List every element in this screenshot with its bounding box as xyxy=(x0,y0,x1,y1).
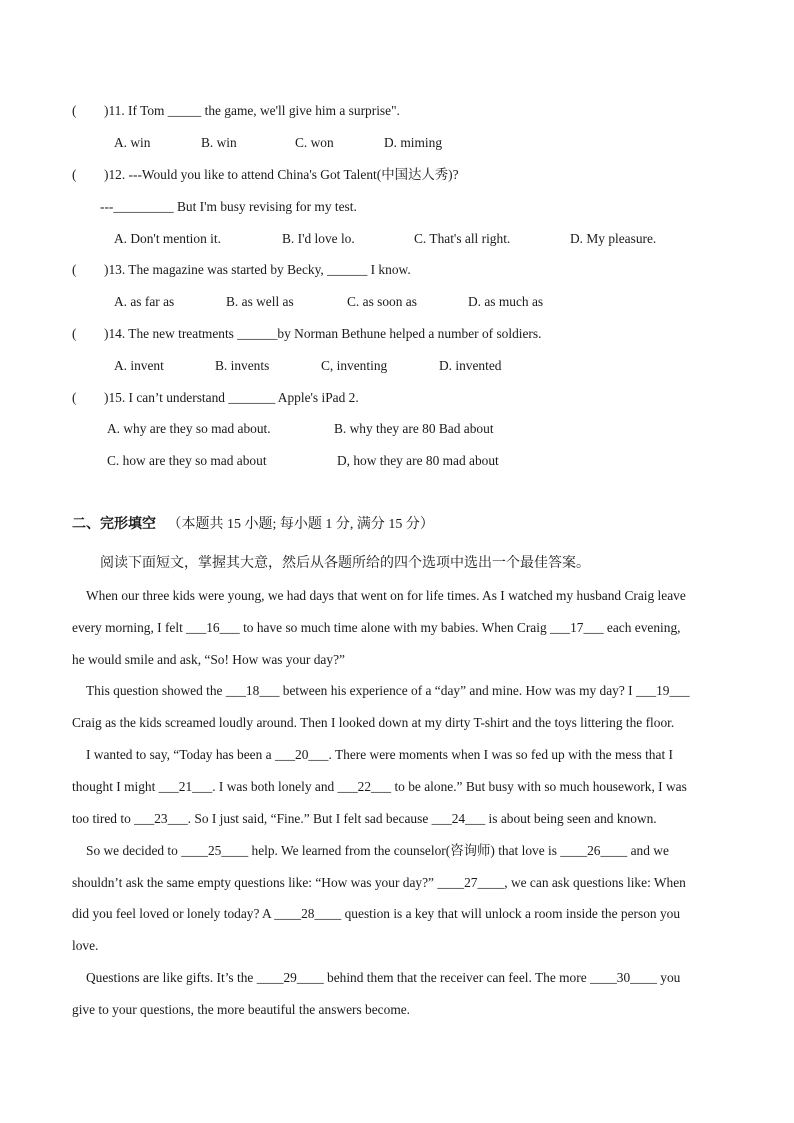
answer-paren: ( xyxy=(72,262,77,277)
passage-line: he would smile and ask, “So! How was your day?” xyxy=(72,652,345,667)
option-b: B. invents xyxy=(215,358,270,373)
question-11 xyxy=(72,102,400,120)
question-13 xyxy=(72,261,411,279)
answer-paren: ( xyxy=(72,326,77,341)
answer-paren: ( xyxy=(72,103,77,118)
question-stem: )15. I can’t understand _______ Apple's iPad 2. xyxy=(104,390,359,405)
question-14 xyxy=(72,325,541,343)
question-stem: )11. If Tom _____ the game, we'll give him a surprise". xyxy=(104,103,400,118)
option-a: A. as far as xyxy=(114,294,175,309)
option-c: C, inventing xyxy=(321,358,388,373)
option-c: C. as soon as xyxy=(347,294,417,309)
option-b: B. I'd love lo. xyxy=(282,231,355,246)
option-d: D. invented xyxy=(439,358,502,373)
answer-paren: ( xyxy=(72,390,77,405)
option-c: C. won xyxy=(295,135,334,150)
option-b: B. win xyxy=(201,135,237,150)
passage-line: shouldn’t ask the same empty questions like: “How was your day?” ____27____, we can ask questions like: When xyxy=(72,875,686,890)
option-d: D. miming xyxy=(384,135,443,150)
passage-line: When our three kids were young, we had days that went on for life times. As I watched my husband Craig leave xyxy=(86,588,686,603)
question-stem: )13. The magazine was started by Becky, ______ I know. xyxy=(104,262,411,277)
passage-line: Questions are like gifts. It’s the ____29____ behind them that the receiver can feel. The more ____30____ you xyxy=(86,970,681,985)
passage-line: thought I might ___21___. I was both lonely and ___22___ to be alone.” But busy with so much housework, I was xyxy=(72,779,687,794)
section-heading xyxy=(72,516,434,534)
passage-line: This question showed the ___18___ between his experience of a “day” and mine. How was my day? I ___19___ xyxy=(86,683,690,698)
passage-line: So we decided to ____25____ help. We learned from the counselor(咨询师) that love is ____26____ and we xyxy=(86,843,669,858)
question-15 xyxy=(72,389,359,407)
question-stem: )12. ---Would you like to attend China's Got Talent(中国达人秀)? xyxy=(104,167,459,182)
option-a: A. win xyxy=(114,135,151,150)
passage-line: every morning, I felt ___16___ to have so much time alone with my babies. When Craig ___17___ each evening, xyxy=(72,620,681,635)
option-d: D. as much as xyxy=(468,294,544,309)
option-d: D. My pleasure. xyxy=(570,231,657,246)
option-c: C. how are they so mad about xyxy=(107,453,267,468)
section-note: （本题共 15 小题; 每小题 1 分, 满分 15 分） xyxy=(167,517,434,532)
section-title: 二、完形填空 xyxy=(72,517,156,532)
answer-paren: ( xyxy=(72,167,77,182)
option-d: D, how they are 80 mad about xyxy=(337,453,499,468)
passage-line: love. xyxy=(72,938,99,953)
option-b: B. as well as xyxy=(226,294,294,309)
passage-line: too tired to ___23___. So I just said, “Fine.” But I felt sad because ___24___ is about being seen and known. xyxy=(72,811,657,826)
question-stem: )14. The new treatments ______by Norman Bethune helped a number of soldiers. xyxy=(104,326,542,341)
passage-line: did you feel loved or lonely today? A ____28____ question is a key that will unlock a room inside the person you xyxy=(72,906,681,921)
option-c: C. That's all right. xyxy=(414,231,511,246)
section-instruction: 阅读下面短文，掌握其大意，然后从各题所给的四个选项中选出一个最佳答案。 xyxy=(100,556,590,571)
option-a: A. Don't mention it. xyxy=(114,231,221,246)
question-stem-continued: ---_________ But I'm busy revising for my test. xyxy=(100,199,357,214)
passage-line: Craig as the kids screamed loudly around. Then I looked down at my dirty T-shirt and the toys littering the floor. xyxy=(72,715,675,730)
option-a: A. why are they so mad about. xyxy=(107,421,271,436)
passage-line: I wanted to say, “Today has been a ___20___. There were moments when I was so fed up with the mess that I xyxy=(86,747,673,762)
question-12 xyxy=(72,166,459,184)
option-b: B. why they are 80 Bad about xyxy=(334,421,494,436)
option-a: A. invent xyxy=(114,358,164,373)
passage-line: give to your questions, the more beautiful the answers become. xyxy=(72,1002,411,1017)
